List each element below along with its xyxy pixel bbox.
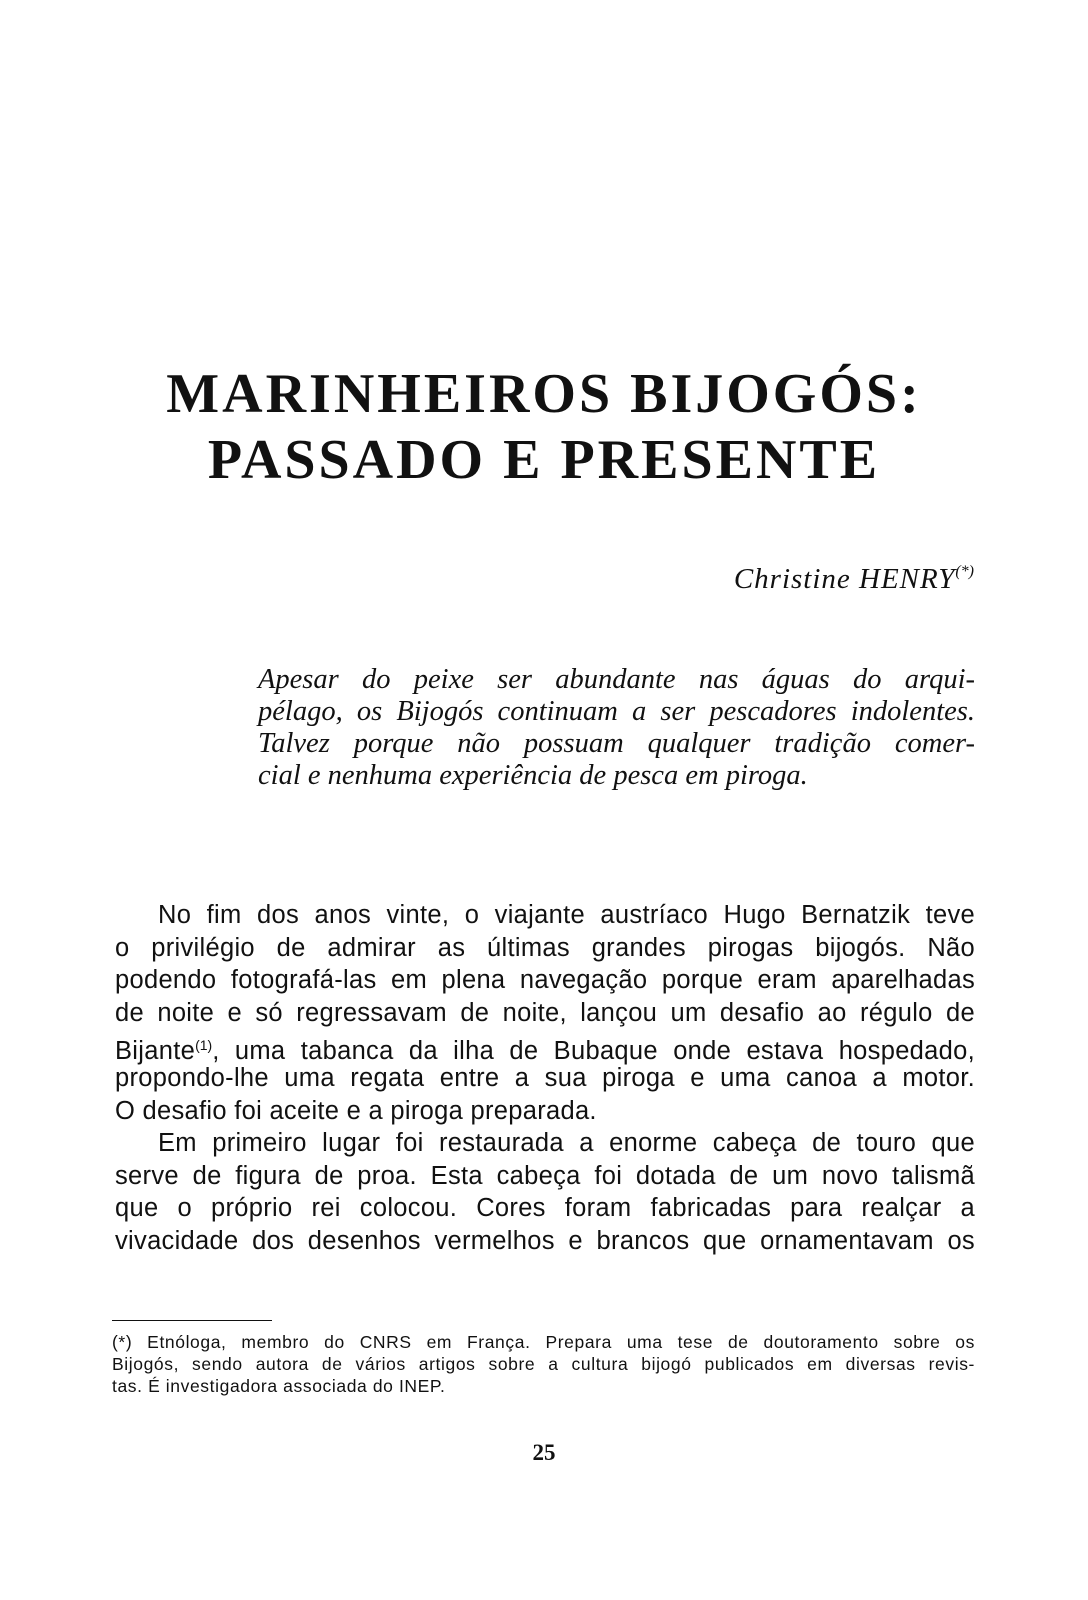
abstract-line: pélago, os Bijogós continuam a ser pescadores indolentes.: [258, 696, 975, 727]
body-line: propondo-lhe uma regata entre a sua piroga e uma canoa a motor.: [115, 1063, 975, 1092]
body-line: serve de figura de proa. Esta cabeça foi dotada de um novo talismã: [115, 1161, 975, 1190]
abstract: [258, 664, 975, 792]
page-number: 25: [532, 1440, 556, 1465]
body-line: O desafio foi aceite e a piroga preparada.: [115, 1096, 597, 1125]
footnote-separator: [112, 1320, 272, 1321]
body-line: o privilégio de admirar as últimas grandes pirogas bijogós. Não: [115, 933, 975, 962]
author-byline: [734, 563, 974, 596]
abstract-line: Talvez porque não possuam qualquer tradição comer-: [258, 728, 975, 759]
article-title-line-1: MARINHEIROS BIJOGÓS:: [166, 363, 922, 425]
body-line: de noite e só regressavam de noite, lançou um desafio ao régulo de: [115, 998, 975, 1027]
body-line-rest: , uma tabanca da ilha de Bubaque onde estava hospedado,: [212, 1037, 975, 1066]
footnote-line: Bijogós, sendo autora de vários artigos sobre a cultura bijogó publicados em diversas revis-: [112, 1354, 975, 1374]
body-line: podendo fotografá-las em plena navegação porque eram aparelhadas: [115, 966, 975, 995]
footnote-reference: (1): [195, 1037, 213, 1054]
abstract-line: Apesar do peixe ser abundante nas águas do arqui-: [258, 664, 975, 695]
abstract-line: cial e nenhuma experiência de pesca em piroga.: [258, 760, 808, 791]
body-line: vivacidade dos desenhos vermelhos e brancos que ornamentavam os: [115, 1226, 975, 1255]
body-line: Em primeiro lugar foi restaurada a enorme cabeça de touro que: [158, 1129, 975, 1158]
body-line: No fim dos anos vinte, o viajante austríaco Hugo Bernatzik teve: [158, 901, 975, 929]
footnote-line: (*) Etnóloga, membro do CNRS em França. Prepara uma tese de doutoramento sobre os: [112, 1332, 975, 1352]
article-title-line-2: PASSADO E PRESENTE: [207, 429, 881, 491]
place-name: Bijante: [115, 1037, 196, 1066]
footnote: [112, 1331, 975, 1397]
footnote-line: tas. É investigadora associada do INEP.: [112, 1376, 446, 1396]
author-note-marker: (*): [955, 563, 974, 580]
body-text: [115, 899, 975, 1258]
body-line: que o próprio rei colocou. Cores foram fabricadas para realçar a: [115, 1194, 975, 1223]
author-name: Christine HENRY: [733, 563, 956, 595]
body-line: [115, 1029, 975, 1066]
